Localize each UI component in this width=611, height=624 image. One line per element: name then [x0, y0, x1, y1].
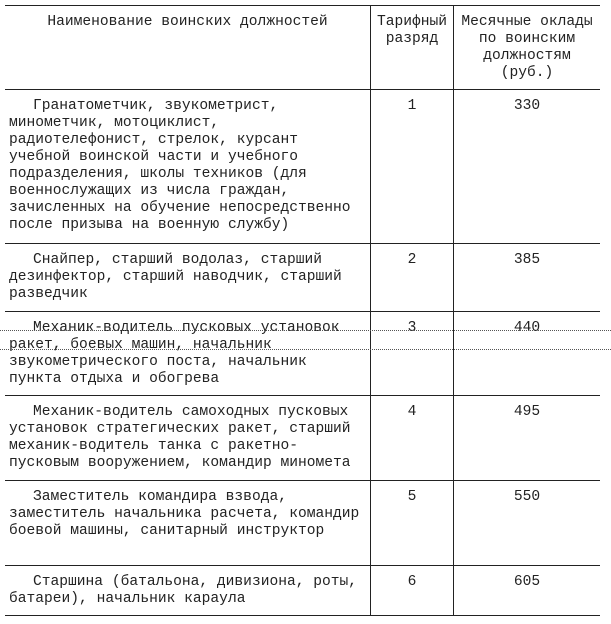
position-cell: Механик-водитель самоходных пусковых установок стратегических ракет, старший механик-водитель танка с ракетно-пусковым вооружением, командир миномета	[9, 404, 351, 471]
grade-cell: 6	[371, 566, 454, 616]
position-cell: Гранатометчик, звукометрист, минометчик, мотоциклист, радиотелефонист, стрелок, курсант учебной воинской части и учебного подразделения, школы техников (для военнослужащих из числа граждан, зачисленных на обучение непосредственно после призыва на военную службу)	[9, 98, 351, 233]
salary-cell: 330	[454, 90, 601, 244]
salary-cell: 385	[454, 244, 601, 312]
table-header-row	[5, 6, 600, 90]
salary-table	[5, 5, 600, 616]
header-grade: Тарифный разряд	[371, 6, 454, 90]
grade-cell: 4	[371, 396, 454, 481]
position-cell: Заместитель командира взвода, заместитель начальника расчета, командир боевой машины, санитарный инструктор	[9, 489, 360, 539]
position-cell: Старшина (батальона, дивизиона, роты, батареи), начальник караула	[9, 574, 358, 607]
position-cell: Снайпер, старший водолаз, старший дезинфектор, старший наводчик, старший разведчик	[9, 252, 342, 302]
grade-cell: 1	[371, 90, 454, 244]
dotted-separator	[0, 349, 611, 350]
header-position: Наименование воинских должностей	[47, 14, 328, 30]
salary-cell: 550	[454, 481, 601, 566]
header-salary: Месячные оклады по воинским должностям (руб.)	[454, 6, 601, 90]
salary-cell: 440	[454, 312, 601, 396]
table-row	[5, 396, 600, 481]
table-row	[5, 90, 600, 244]
salary-cell: 605	[454, 566, 601, 616]
table-row	[5, 312, 600, 396]
grade-cell: 3	[371, 312, 454, 396]
salary-cell: 495	[454, 396, 601, 481]
grade-cell: 5	[371, 481, 454, 566]
table-row	[5, 566, 600, 616]
position-cell: Механик-водитель пусковых установок ракет, боевых машин, начальник звукометрического поста, начальник пункта отдыха и обогрева	[9, 320, 340, 387]
table-row	[5, 244, 600, 312]
dotted-separator	[0, 330, 611, 331]
table-row	[5, 481, 600, 566]
grade-cell: 2	[371, 244, 454, 312]
